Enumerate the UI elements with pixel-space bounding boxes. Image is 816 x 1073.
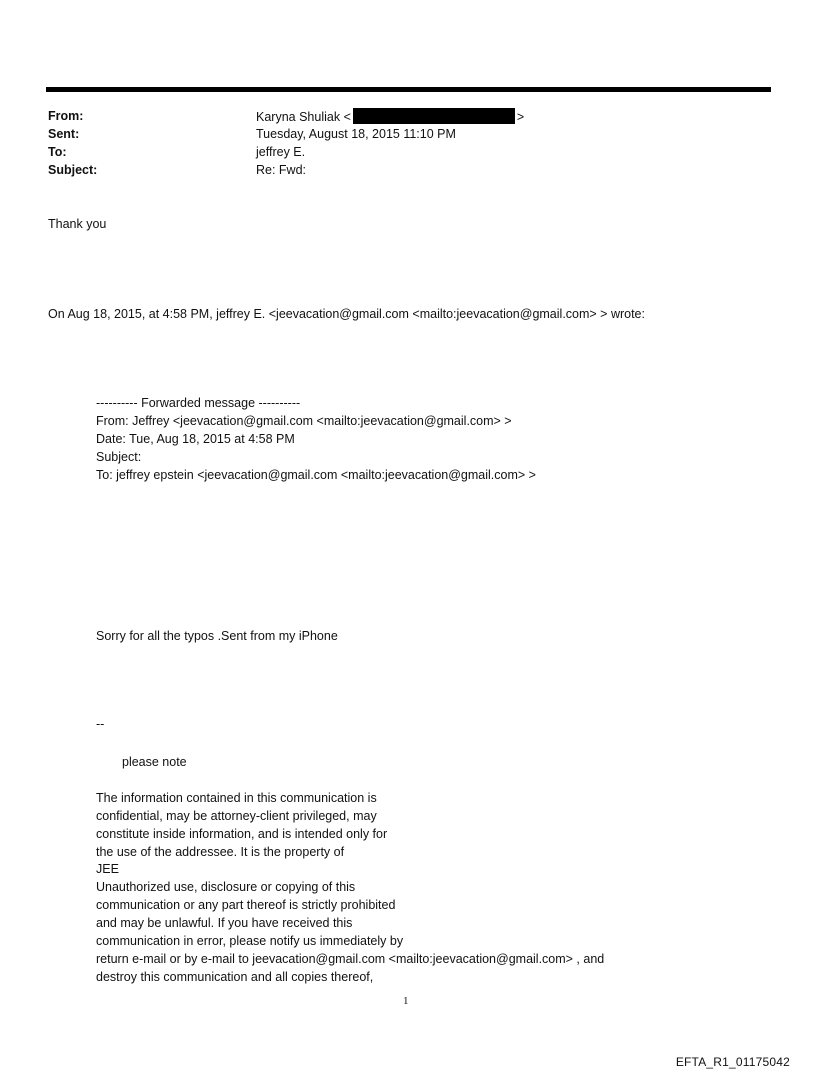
from-value xyxy=(256,108,524,126)
disclaimer-line: Unauthorized use, disclosure or copying of this xyxy=(96,880,356,894)
disclaimer-line: JEE xyxy=(96,862,119,876)
reply-text: Thank you xyxy=(48,217,107,231)
disclaimer-line: return e-mail or by e-mail to jeevacation@gmail.com <mailto:jeevacation@gmail.com> , and xyxy=(96,952,605,966)
header-rule xyxy=(46,87,771,92)
disclaimer-line: confidential, may be attorney-client privileged, may xyxy=(96,809,377,823)
from-open-bracket: < xyxy=(343,110,351,124)
quote-intro: On Aug 18, 2015, at 4:58 PM, jeffrey E. <jeevacation@gmail.com <mailto:jeevacation@gmail.com> > wrote: xyxy=(48,307,645,321)
document-id: EFTA_R1_01175042 xyxy=(675,1055,790,1069)
forward-to: To: jeffrey epstein <jeevacation@gmail.com <mailto:jeevacation@gmail.com> > xyxy=(96,468,536,482)
sent-label: Sent: xyxy=(48,127,80,141)
forward-separator: ---------- Forwarded message ---------- xyxy=(96,396,301,410)
to-label: To: xyxy=(48,145,67,159)
disclaimer-line: communication in error, please notify us immediately by xyxy=(96,934,404,948)
disclaimer-line: constitute inside information, and is intended only for xyxy=(96,827,388,841)
forward-date: Date: Tue, Aug 18, 2015 at 4:58 PM xyxy=(96,432,295,446)
disclaimer-line: the use of the addressee. It is the property of xyxy=(96,845,345,859)
disclaimer-line: and may be unlawful. If you have received this xyxy=(96,916,353,930)
please-note: please note xyxy=(122,755,187,769)
disclaimer-line: destroy this communication and all copies thereof, xyxy=(96,970,374,984)
disclaimer-line: communication or any part thereof is strictly prohibited xyxy=(96,898,396,912)
from-name: Karyna Shuliak xyxy=(256,110,341,124)
forward-subject: Subject: xyxy=(96,450,142,464)
subject-label: Subject: xyxy=(48,163,98,177)
forward-from: From: Jeffrey <jeevacation@gmail.com <mailto:jeevacation@gmail.com> > xyxy=(96,414,512,428)
subject-value: Re: Fwd: xyxy=(256,163,307,177)
to-value: jeffrey E. xyxy=(256,145,306,159)
disclaimer-line: The information contained in this communication is xyxy=(96,791,377,805)
redaction-block xyxy=(353,108,515,124)
sent-value: Tuesday, August 18, 2015 11:10 PM xyxy=(256,127,456,141)
from-close-bracket: > xyxy=(516,110,525,124)
from-label: From: xyxy=(48,109,84,123)
signature-line: Sorry for all the typos .Sent from my iPhone xyxy=(96,629,338,643)
page-number: 1 xyxy=(403,995,409,1007)
signature-dashes: -- xyxy=(96,717,105,731)
